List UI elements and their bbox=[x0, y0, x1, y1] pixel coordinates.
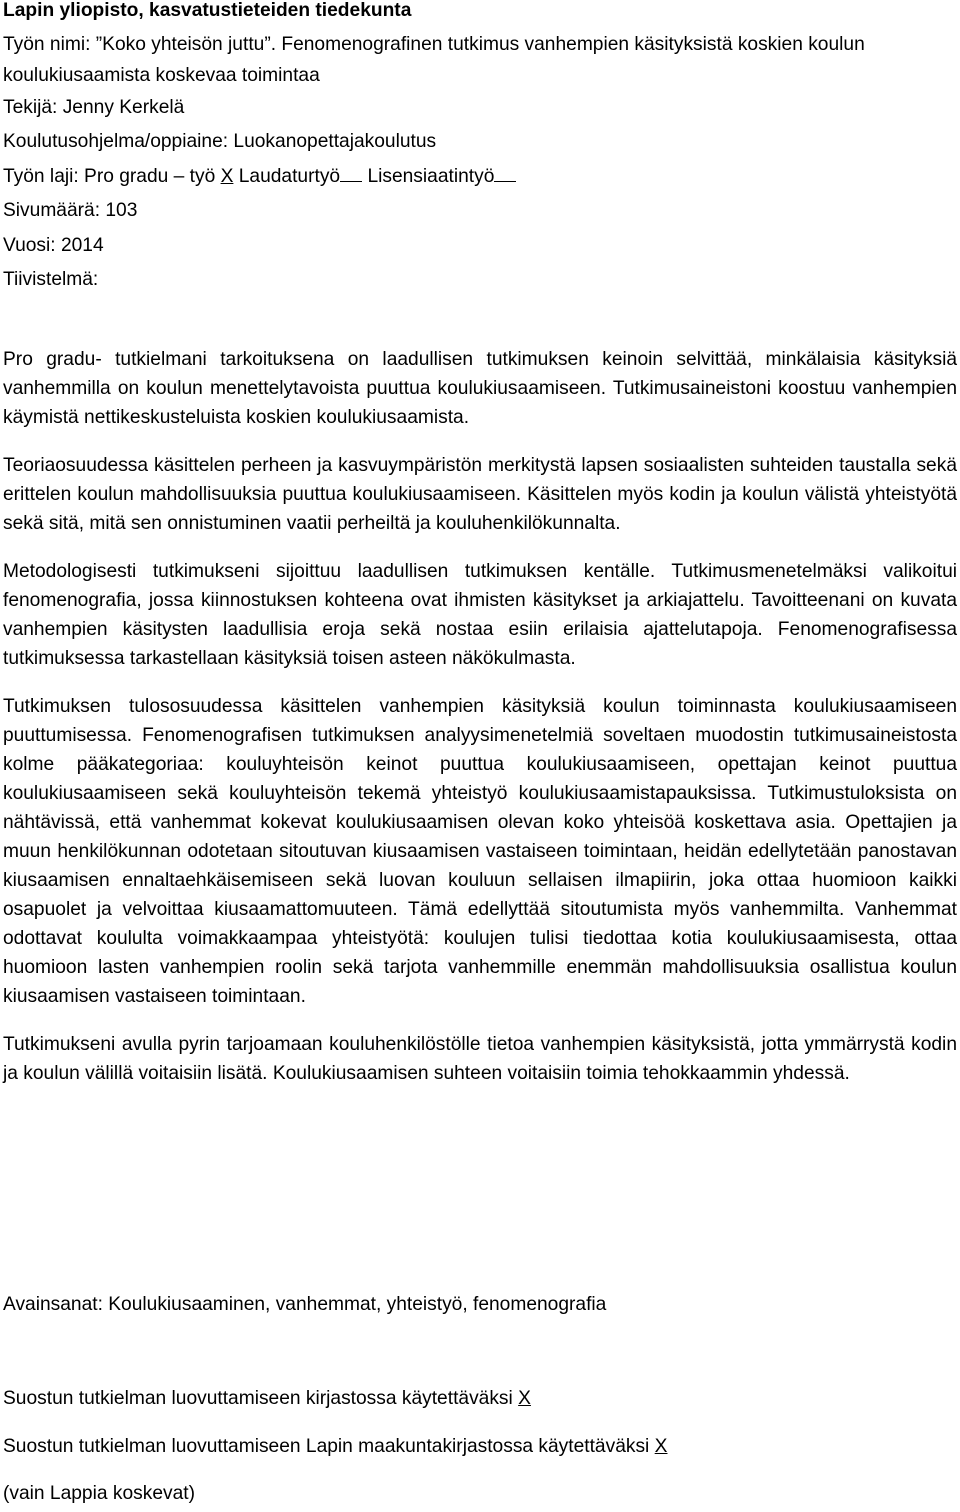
consent-library-text: Suostun tutkielman luovuttamiseen kirjastossa käytettäväksi bbox=[3, 1388, 513, 1409]
work-name-value: ”Koko yhteisön juttu”. Fenomenografinen tutkimus vanhempien käsityksistä koskien koulun koulukiusaamista koskevaa toimintaa bbox=[3, 33, 865, 86]
laudatur-blank bbox=[340, 164, 362, 182]
consent-regional-text: Suostun tutkielman luovuttamiseen Lapin maakuntakirjastossa käytettäväksi bbox=[3, 1435, 650, 1457]
abstract-paragraph-5: Tutkimukseni avulla pyrin tarjoamaan kouluhenkilöstölle tietoa vanhempien käsityksistä, jotta ymmärrystä kodin ja koulun välillä voitaisiin lisätä. Koulukiusaamisen suhteen voitaisiin toimia tehokkaammin yhdessä. bbox=[3, 1034, 957, 1084]
work-type-label: Työn laji: Pro gradu – työ bbox=[3, 165, 216, 187]
keywords bbox=[3, 1288, 957, 1323]
work-type-line bbox=[3, 160, 957, 195]
work-type-option-laudatur: Laudaturtyö bbox=[238, 165, 341, 187]
lisensiaatti-blank bbox=[494, 164, 516, 182]
consent-regional-line bbox=[3, 1430, 957, 1465]
work-name bbox=[3, 29, 957, 91]
consent-block bbox=[3, 1382, 957, 1512]
abstract-body bbox=[3, 345, 957, 1088]
consent-note: (vain Lappia koskevat) bbox=[3, 1483, 195, 1504]
author-line: Tekijä: Jenny Kerkelä bbox=[3, 96, 185, 118]
abstract-paragraph-2: Teoriaosuudessa käsittelen perheen ja kasvuympäristön merkitystä lapsen sosiaalisten suhteiden taustalla sekä erittelen koulun mahdollisuuksia puuttua koulukiusaamiseen. Käsittelen myös kodin ja koulun välistä yhteistyötä sekä sitä, mitä sen onnistuminen vaatii perheiltä ja kouluhenkilökunnalta. bbox=[3, 455, 957, 534]
faculty-title: Lapin yliopisto, kasvatustieteiden tiedekunta bbox=[3, 0, 412, 21]
abstract-paragraph-4: Tutkimuksen tulososuudessa käsittelen vanhempien käsityksiä koulun toiminnasta koulukiusaamiseen puuttumisessa. Fenomenografisen tutkimuksen analyysimenetelmiä soveltaen muodostin tutkimusaineistosta kolme pääkategoriaa: kouluyhteisön keinot puuttua koulukiusaamiseen, opettajan keinot puuttua koulukiusaamiseen sekä kouluyhteisön tekemä yhteistyö koulukiusaamistapauksissa. Tutkimustuloksista on nähtävissä, että vanhemmat kokevat koulukiusaamisen olevan koko yhteisöä koskettava asia. Opettajien ja muun henkilökunnan odotetaan sitoutuvan kiusaamisen vastaiseen toimintaan, heidän edellytetään panostavan kiusaamisen ennaltaehkäisemiseen sekä luovan kouluun sellaisen ilmapiirin, joka ottaa huomioon kaikki osapuolet ja velvoittaa kiusaamattomuuteen. Tämä edellyttää sitoutumista myös vanhemmilta. Vanhemmat odottavat koululta voimakkaampaa yhteistyötä: koulujen tulisi tiedottaa kotia koulukiusaamisesta, ottaa huomioon lasten vanhempien roolin sekä tarjota vanhemmille enemmän mahdollisuuksia osallistua koulun kiusaamisen vastaiseen toimintaan. bbox=[3, 696, 957, 1007]
year-line: Vuosi: 2014 bbox=[3, 234, 104, 256]
work-type-mark: X bbox=[220, 165, 234, 187]
consent-library-line bbox=[3, 1382, 957, 1417]
consent-library-mark: X bbox=[518, 1388, 531, 1409]
abstract-paragraph-1: Pro gradu- tutkielmani tarkoituksena on laadullisen tutkimuksen keinoin selvittää, minkälaisia käsityksiä vanhemmilla on koulun menettelytavoista puuttua koulukiusaamiseen. Tutkimusaineistoni koostuu vanhempien käymistä nettikeskusteluista koskien koulukiusaamista. bbox=[3, 349, 957, 428]
pages-line: Sivumäärä: 103 bbox=[3, 200, 138, 221]
abstract-paragraph-3: Metodologisesti tutkimukseni sijoittuu laadullisen tutkimuksen kentälle. Tutkimusmenetelmäksi valikoitui fenomenografia, jossa kiinnostuksen kohteena ovat ihmisten käsitykset ja arkiajattelu. Tavoitteenani on kuvata vanhempien käsitysten laadullisia eroja sekä nostaa esiin erilaisia ajattelutapoja. Fenomenografisessa tutkimuksessa tarkastellaan käsityksiä toisen asteen näkökulmasta. bbox=[3, 561, 957, 669]
abstract-label: Tiivistelmä: bbox=[3, 269, 99, 290]
program-line: Koulutusohjelma/oppiaine: Luokanopettajakoulutus bbox=[3, 131, 437, 152]
keywords-line: Avainsanat: Koulukiusaaminen, vanhemmat, yhteistyö, fenomenografia bbox=[3, 1294, 607, 1315]
consent-regional-mark: X bbox=[654, 1435, 668, 1457]
header-block bbox=[3, 0, 957, 298]
work-name-label: Työn nimi: bbox=[3, 33, 91, 55]
work-type-option-lisensiaatti: Lisensiaatintyö bbox=[367, 165, 495, 187]
